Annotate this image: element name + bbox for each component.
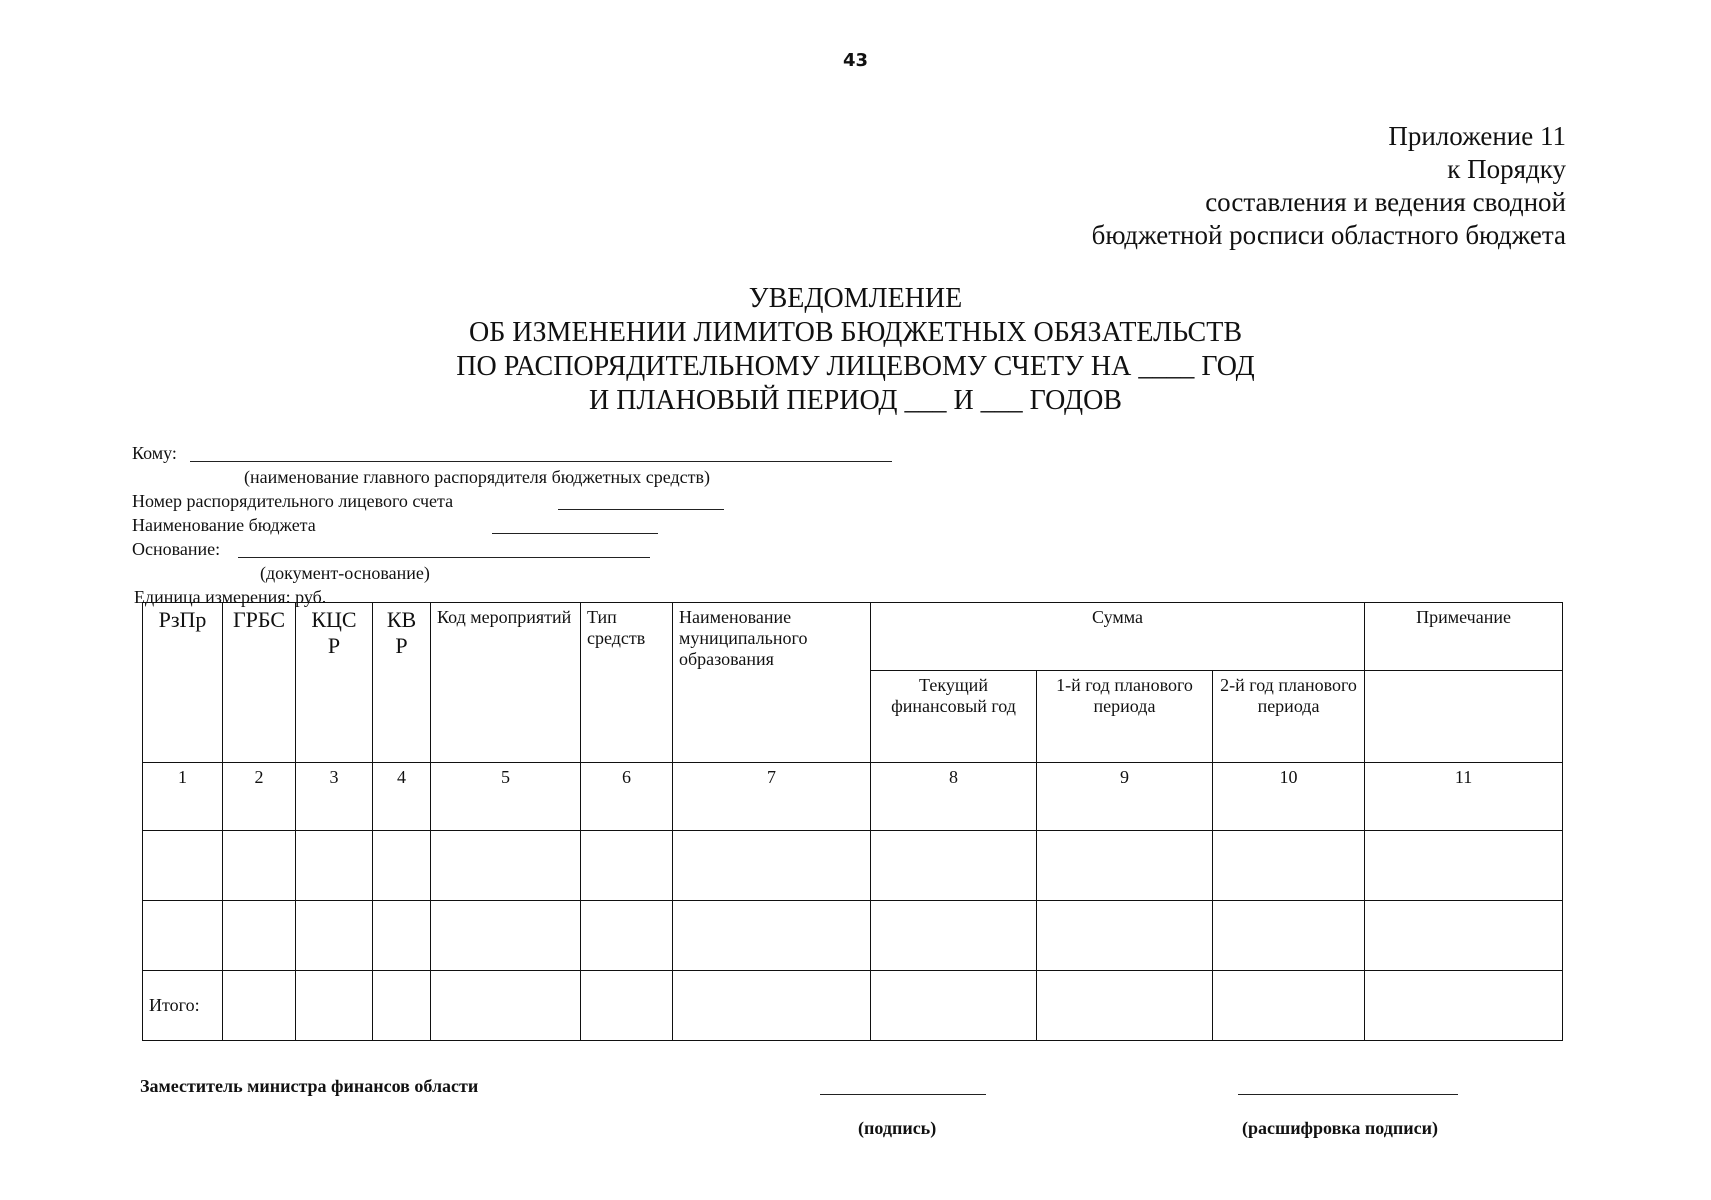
- table-cell[interactable]: [223, 971, 296, 1041]
- title-line: ОБ ИЗМЕНЕНИИ ЛИМИТОВ БЮДЖЕТНЫХ ОБЯЗАТЕЛЬСТВ: [469, 317, 1242, 348]
- table-cell[interactable]: [1365, 971, 1563, 1041]
- table-cell[interactable]: [1213, 971, 1365, 1041]
- decode-hint: (расшифровка подписи): [1242, 1118, 1438, 1138]
- appendix-line: Приложение 11: [1388, 121, 1566, 151]
- basis-field-line: [238, 557, 650, 558]
- title-line: ПО РАСПОРЯДИТЕЛЬНОМУ ЛИЦЕВОМУ СЧЕТУ НА ____ ГОД: [456, 351, 1255, 382]
- column-numbers-row: [143, 763, 1563, 831]
- col-current-year-header: Текущий финансовый год: [871, 671, 1037, 763]
- table-cell[interactable]: [373, 901, 431, 971]
- col-note-subheader: [1365, 671, 1563, 763]
- col-number: 5: [431, 763, 581, 831]
- table-cell[interactable]: [431, 831, 581, 901]
- signature-hint: (подпись): [858, 1118, 937, 1138]
- col-note-header: Примечание: [1365, 603, 1563, 671]
- account-field-line: [558, 509, 724, 510]
- to-hint: (наименование главного распорядителя бюджетных средств): [244, 467, 710, 487]
- table-cell[interactable]: [871, 901, 1037, 971]
- table-cell[interactable]: [1037, 831, 1213, 901]
- title-line: И ПЛАНОВЫЙ ПЕРИОД ___ И ___ ГОДОВ: [589, 385, 1122, 416]
- table-cell[interactable]: [673, 901, 871, 971]
- basis-hint: (документ-основание): [260, 563, 430, 583]
- table-cell[interactable]: [223, 831, 296, 901]
- col-plan-year-1-header: 1-й год планового периода: [1037, 671, 1213, 763]
- unit-label: Единица измерения: руб.: [134, 587, 327, 607]
- col-number: 4: [373, 763, 431, 831]
- table-cell[interactable]: [296, 901, 373, 971]
- table-cell[interactable]: [373, 831, 431, 901]
- col-sum-header: Сумма: [871, 603, 1365, 671]
- col-kvr-header: КВ Р: [373, 603, 431, 763]
- total-label: Итого:: [143, 971, 223, 1041]
- title-line: УВЕДОМЛЕНИЕ: [748, 283, 963, 314]
- table-cell[interactable]: [581, 971, 673, 1041]
- limits-table: [142, 602, 1563, 1041]
- appendix-line: бюджетной росписи областного бюджета: [1091, 220, 1566, 250]
- col-kcsr-header: КЦС Р: [296, 603, 373, 763]
- table-cell[interactable]: [1213, 901, 1365, 971]
- budget-field-line: [492, 533, 658, 534]
- table-cell[interactable]: [296, 831, 373, 901]
- table-cell[interactable]: [871, 971, 1037, 1041]
- table-cell[interactable]: [223, 901, 296, 971]
- decode-line: [1238, 1094, 1458, 1095]
- table-row: [143, 901, 1563, 971]
- table-cell[interactable]: [581, 901, 673, 971]
- total-row: [143, 971, 1563, 1041]
- table-cell[interactable]: [1213, 831, 1365, 901]
- document-title: [0, 282, 1711, 418]
- table-cell[interactable]: [143, 901, 223, 971]
- col-number: 1: [143, 763, 223, 831]
- budget-label: Наименование бюджета: [132, 515, 316, 535]
- col-number: 11: [1365, 763, 1563, 831]
- header-row: [143, 603, 1563, 671]
- appendix-line: к Порядку: [1447, 154, 1566, 184]
- table-cell[interactable]: [143, 831, 223, 901]
- table-row: [143, 831, 1563, 901]
- appendix-line: составления и ведения сводной: [1205, 187, 1566, 217]
- table-cell[interactable]: [1365, 901, 1563, 971]
- table-cell[interactable]: [871, 831, 1037, 901]
- to-field-line: [190, 461, 892, 462]
- appendix-reference: [1092, 120, 1566, 252]
- table-cell[interactable]: [1365, 831, 1563, 901]
- col-plan-year-2-header: 2-й год планового периода: [1213, 671, 1365, 763]
- signature-line: [820, 1094, 986, 1095]
- table-cell[interactable]: [581, 831, 673, 901]
- table-cell[interactable]: [1037, 901, 1213, 971]
- table-cell[interactable]: [431, 901, 581, 971]
- table-cell[interactable]: [673, 971, 871, 1041]
- col-event-code-header: Код мероприятий: [431, 603, 581, 763]
- col-number: 6: [581, 763, 673, 831]
- col-number: 9: [1037, 763, 1213, 831]
- header-fields: [132, 437, 1032, 607]
- table-cell[interactable]: [673, 831, 871, 901]
- table-cell[interactable]: [373, 971, 431, 1041]
- col-number: 10: [1213, 763, 1365, 831]
- col-grbs-header: ГРБС: [223, 603, 296, 763]
- col-number: 7: [673, 763, 871, 831]
- signature-block: [140, 1070, 1560, 1190]
- signatory-position: Заместитель министра финансов области: [140, 1076, 479, 1096]
- col-number: 2: [223, 763, 296, 831]
- col-funds-type-header: Тип средств: [581, 603, 673, 763]
- col-number: 3: [296, 763, 373, 831]
- table-cell[interactable]: [296, 971, 373, 1041]
- col-number: 8: [871, 763, 1037, 831]
- table-cell[interactable]: [1037, 971, 1213, 1041]
- account-label: Номер распорядительного лицевого счета: [132, 491, 454, 511]
- col-rzpr-header: РзПр: [143, 603, 223, 763]
- table-cell[interactable]: [431, 971, 581, 1041]
- page-number: 43: [842, 50, 869, 71]
- to-label: Кому:: [132, 443, 177, 463]
- basis-label: Основание:: [132, 539, 221, 559]
- col-municipality-header: Наименование муниципального образования: [673, 603, 871, 763]
